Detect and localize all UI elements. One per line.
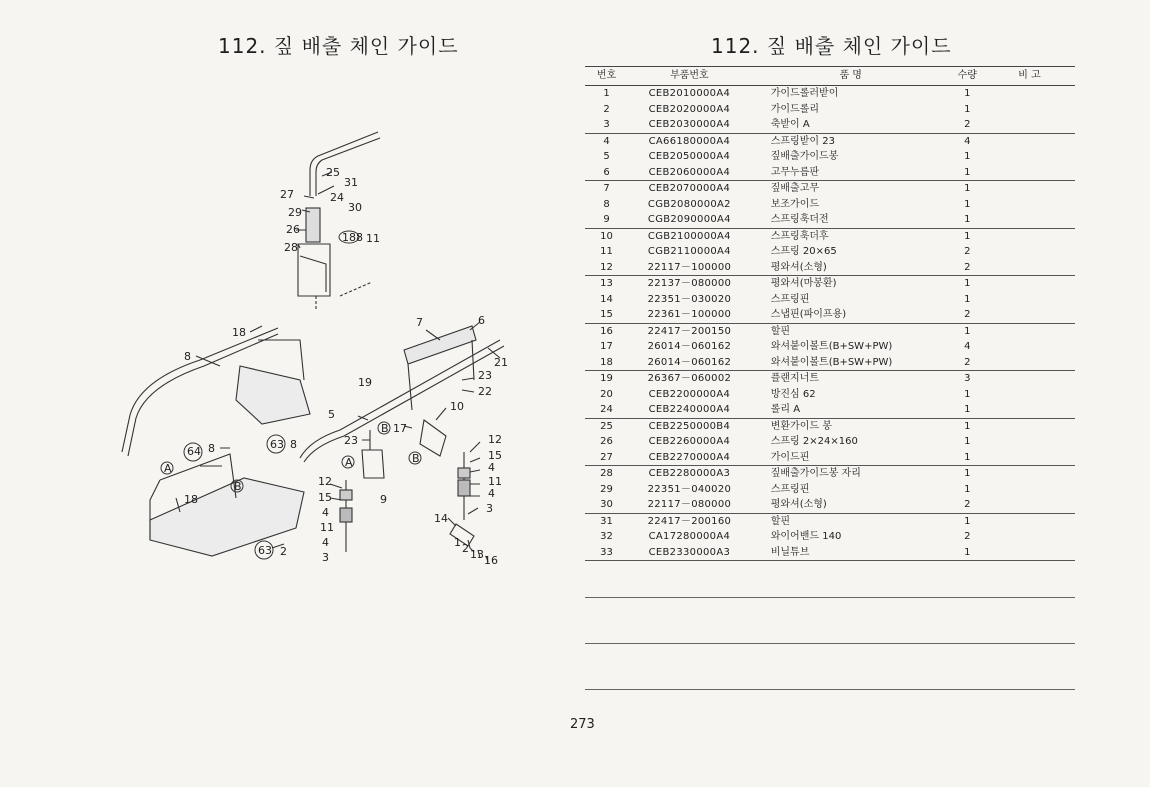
table-row [585,529,1075,545]
row-number: 2 [603,103,610,115]
callout-3-left: 3 [322,551,329,564]
callout-12-right: 12 [488,433,502,446]
callout-11-right: 11 [488,475,502,488]
table-row [585,339,1075,355]
row-remarks [984,387,1075,403]
table-row [585,355,1075,371]
row-remarks [984,434,1075,450]
row-number: 15 [585,307,628,323]
row-part-number: 22417－200160 [647,515,732,527]
row-part-name: 스프링훅더후 [770,230,829,242]
row-part-name: 방진심 62 [770,388,816,400]
row-quantity: 1 [964,88,971,99]
table-row [585,260,1075,276]
bracket-28 [298,244,330,296]
callout-11-top: 11 [366,232,380,245]
row-part-number: CGB2110000A4 [647,246,731,257]
row-number: 31 [600,515,613,527]
row-quantity: 2 [951,497,984,513]
row-remarks [984,292,1075,308]
row-number: 11 [600,246,613,257]
callout-8-rail: 8 [184,350,191,363]
bracket-10 [420,420,446,456]
table-row [585,292,1075,308]
row-quantity: 1 [964,151,971,162]
table-row [585,323,1075,339]
row-remarks [984,466,1075,482]
row-part-name: 짚배출가이드봉 [770,151,839,162]
diagram-title: 112. 짚 배출 체인 가이드 [218,34,459,58]
row-part-number: CEB2010000A4 [648,88,731,99]
callout-1: 1 [454,536,461,549]
callout-3-right: 3 [486,502,493,515]
table-row [585,513,1075,529]
row-remarks [984,276,1075,292]
callout-63-lower: 63 [258,544,272,557]
callout-14: 14 [434,512,448,525]
table-row [585,149,1075,165]
row-remarks [984,513,1075,529]
callout-17: 17 [393,422,407,435]
callout-188: 188 [342,231,363,244]
table-row [585,450,1075,466]
table-rule [585,597,1075,598]
row-part-number: CEB2030000A4 [628,117,751,133]
callout-4-left-a: 4 [322,506,329,519]
table-row [585,276,1075,292]
row-part-name: 축받이 A [751,117,951,133]
row-quantity: 1 [964,483,971,495]
row-remarks [984,165,1075,181]
callout-2-right: 2 [462,542,469,555]
row-number: 16 [600,325,613,337]
callout-13: 13 [470,548,484,561]
row-part-name: 짚배출가이드봉 자리 [770,468,861,479]
row-part-name: 와셔붙이볼트(B+SW+PW) [770,341,893,352]
row-part-name: 스프링핀 [770,483,810,495]
callout-2-plate: 2 [280,545,287,558]
row-number: 9 [585,212,628,228]
row-remarks [984,117,1075,133]
left-page [0,0,570,787]
row-quantity: 2 [951,355,984,371]
row-quantity: 1 [964,293,971,305]
table-row [585,434,1075,450]
callout-18-lower: 18 [184,493,198,506]
row-quantity: 1 [964,420,971,432]
header-part-number: 부품번호 [628,67,751,86]
row-remarks [984,323,1075,339]
parts-table-body [585,86,1075,561]
row-quantity: 2 [951,117,984,133]
callout-21: 21 [494,356,508,369]
row-remarks [984,339,1075,355]
row-part-name: 스프링받이 23 [770,135,835,147]
row-remarks [984,545,1075,561]
table-row [585,181,1075,197]
row-part-number: 22361－100000 [628,307,751,323]
callout-28: 28 [284,241,298,254]
row-part-name: 가이드롤러받이 [770,88,839,99]
row-part-name: 할핀 [770,325,791,337]
row-part-number: CEB2060000A4 [628,165,751,181]
row-number: 33 [585,545,628,561]
callout-7: 7 [416,316,423,329]
row-part-number: 22117－080000 [628,497,751,513]
row-part-number: 22351－030020 [647,293,732,305]
row-part-number: 26367－060002 [647,373,732,384]
cover-plate [236,366,310,424]
row-remarks [984,450,1075,466]
table-row [585,86,1075,102]
row-quantity: 1 [964,278,971,289]
header-part-name: 품 명 [751,67,951,86]
row-part-name: 스프링핀 [770,293,810,305]
row-number: 1 [603,88,610,99]
row-part-name: 가이드롤리 [770,103,820,115]
rail-5 [300,340,500,458]
row-quantity: 1 [951,545,984,561]
marker-b-1: B [234,480,242,493]
table-rule [585,643,1075,644]
callout-64: 64 [187,445,201,458]
row-part-name: 평와셔(소형) [751,497,951,513]
row-part-number: CEB2070000A4 [648,183,731,194]
right-page [575,0,1150,787]
row-part-name: 비닐튜브 [751,545,951,561]
callout-27: 27 [280,188,294,201]
row-remarks [984,86,1075,102]
row-remarks [984,149,1075,165]
row-part-number: CGB2080000A2 [647,198,731,210]
row-part-number: 22417－200150 [647,325,732,337]
row-remarks [984,260,1075,276]
row-quantity: 1 [951,212,984,228]
row-remarks [984,133,1075,149]
callout-63-upper: 63 [270,438,284,451]
table-row [585,466,1075,482]
row-part-name: 가이드핀 [751,450,951,466]
row-part-number: CEB2330000A3 [628,545,751,561]
row-quantity: 4 [964,135,971,147]
row-part-number: CA66180000A4 [648,135,731,147]
row-number: 25 [600,420,613,432]
callout-4-right-a: 4 [488,461,495,474]
row-part-number: 22117－100000 [628,260,751,276]
row-part-name: 와셔붙이볼트(B+SW+PW) [751,355,951,371]
table-row [585,545,1075,561]
callout-8-plate: 8 [290,438,297,451]
callout-11-left: 11 [320,521,334,534]
row-quantity: 1 [964,436,971,447]
row-quantity: 1 [964,103,971,115]
rubber-plate [404,326,476,364]
row-part-name: 스냅핀(파이프용) [751,307,951,323]
row-part-number: CEB2200000A4 [648,388,731,400]
row-quantity: 4 [964,341,971,352]
row-number: 13 [600,278,613,289]
marker-b-2: B [381,422,389,435]
row-part-number: CGB2100000A4 [647,230,731,242]
row-quantity: 1 [964,468,971,479]
row-quantity: 2 [951,307,984,323]
row-part-number: CEB2050000A4 [648,151,731,162]
row-remarks [984,307,1075,323]
row-number: 20 [600,388,613,400]
row-number: 5 [603,151,610,162]
table-row [585,197,1075,213]
callout-18-top: 18 [232,326,246,339]
table-row [585,482,1075,498]
row-number: 14 [600,293,613,305]
row-number: 6 [585,165,628,181]
callout-25: 25 [326,166,340,179]
table-row [585,497,1075,513]
row-part-name: 스프링훅더전 [751,212,951,228]
row-part-name: 짚배출고무 [770,183,820,194]
row-remarks [984,197,1075,213]
row-part-name: 플랜지너트 [770,373,820,384]
table-row [585,165,1075,181]
callout-26: 26 [286,223,300,236]
table-row [585,244,1075,260]
row-remarks [984,371,1075,387]
callout-16: 16 [484,554,498,567]
row-part-name: 할핀 [770,515,791,527]
table-row [585,228,1075,244]
row-number: 30 [585,497,628,513]
table-row [585,402,1075,418]
row-number: 18 [585,355,628,371]
callout-29: 29 [288,206,302,219]
row-quantity: 1 [964,325,971,337]
row-part-number: CEB2250000B4 [648,420,731,432]
row-number: 4 [603,135,610,147]
row-number: 26 [600,436,613,447]
header-remarks: 비 고 [984,67,1075,86]
row-remarks [984,418,1075,434]
bracket-9 [362,450,384,478]
row-part-name: 보조가이드 [770,198,820,210]
row-number: 7 [603,183,610,194]
row-part-number: CEB2020000A4 [648,103,731,115]
row-number: 27 [585,450,628,466]
table-row [585,307,1075,323]
marker-a-2: A [345,456,353,469]
row-part-name: 변환가이드 봉 [770,420,832,432]
callout-4-left-b: 4 [322,536,329,549]
callout-24: 24 [330,191,344,204]
callout-9: 9 [380,493,387,506]
row-part-number: CA17280000A4 [648,531,731,542]
row-part-number: CEB2270000A4 [628,450,751,466]
page-number: 273 [570,717,595,732]
table-row [585,102,1075,118]
row-part-name: 와이어밴드 140 [770,531,842,542]
table-header-row [585,67,1075,86]
callout-8-bracket: 8 [208,442,215,455]
table-rule [585,689,1075,690]
row-quantity: 1 [951,165,984,181]
callout-15-left: 15 [318,491,332,504]
row-part-name: 평와셔(마봉환) [770,278,837,289]
row-remarks [984,244,1075,260]
callout-22: 22 [478,385,492,398]
row-remarks [984,497,1075,513]
row-part-number: CGB2090000A4 [628,212,751,228]
callout-23-left: 23 [344,434,358,447]
row-quantity: 1 [964,515,971,527]
row-quantity: 1 [951,450,984,466]
row-part-name: 스프링 20×65 [770,246,837,257]
table-row [585,133,1075,149]
row-number: 12 [585,260,628,276]
row-part-number: 22137－080000 [647,278,732,289]
row-quantity: 2 [951,260,984,276]
row-number: 19 [600,373,613,384]
row-part-name: 평와셔(소형) [751,260,951,276]
row-number: 24 [585,402,628,418]
row-quantity: 3 [964,373,971,384]
callout-12-left: 12 [318,475,332,488]
table-row [585,117,1075,133]
parts-table [585,66,1075,561]
row-remarks [984,228,1075,244]
row-quantity: 2 [964,531,971,542]
callout-4-right-b: 4 [488,487,495,500]
row-part-number: 26014－060162 [628,355,751,371]
row-remarks [984,402,1075,418]
row-quantity: 1 [951,402,984,418]
row-number: 32 [600,531,613,542]
callout-23-right: 23 [478,369,492,382]
marker-b-3: B [412,452,420,465]
row-quantity: 1 [964,183,971,194]
row-part-name: 고무누름판 [751,165,951,181]
callout-10: 10 [450,400,464,413]
row-remarks [984,181,1075,197]
callout-19: 19 [358,376,372,389]
row-quantity: 1 [964,388,971,400]
row-part-number: CEB2240000A4 [628,402,751,418]
parts-table-wrap [585,66,1075,561]
row-part-name: 롤리 A [751,402,951,418]
row-remarks [984,482,1075,498]
row-quantity: 1 [964,230,971,242]
table-title: 112. 짚 배출 체인 가이드 [711,34,952,58]
marker-a-1: A [164,462,172,475]
row-number: 3 [585,117,628,133]
row-number: 8 [603,198,610,210]
callout-6: 6 [478,314,485,327]
row-remarks [984,355,1075,371]
callout-15-right: 15 [488,449,502,462]
row-part-number: 26014－060162 [647,341,732,352]
row-quantity: 2 [964,246,971,257]
table-row [585,387,1075,403]
callout-5: 5 [328,408,335,421]
row-part-number: CEB2260000A4 [648,436,731,447]
exploded-parts-diagram [0,0,570,787]
row-number: 29 [600,483,613,495]
row-remarks [984,212,1075,228]
row-part-name: 스프링 2×24×160 [770,436,858,447]
header-no: 번호 [585,67,628,86]
row-remarks [984,529,1075,545]
table-row [585,212,1075,228]
table-row [585,371,1075,387]
callout-31: 31 [344,176,358,189]
row-part-number: CEB2280000A3 [648,468,731,479]
row-number: 17 [600,341,613,352]
row-part-number: 22351－040020 [647,483,732,495]
table-row [585,418,1075,434]
callout-30: 30 [348,201,362,214]
header-qty: 수량 [951,67,984,86]
row-number: 28 [600,468,613,479]
row-remarks [984,102,1075,118]
spring-assembly [306,208,320,242]
row-number: 10 [600,230,613,242]
row-quantity: 1 [964,198,971,210]
